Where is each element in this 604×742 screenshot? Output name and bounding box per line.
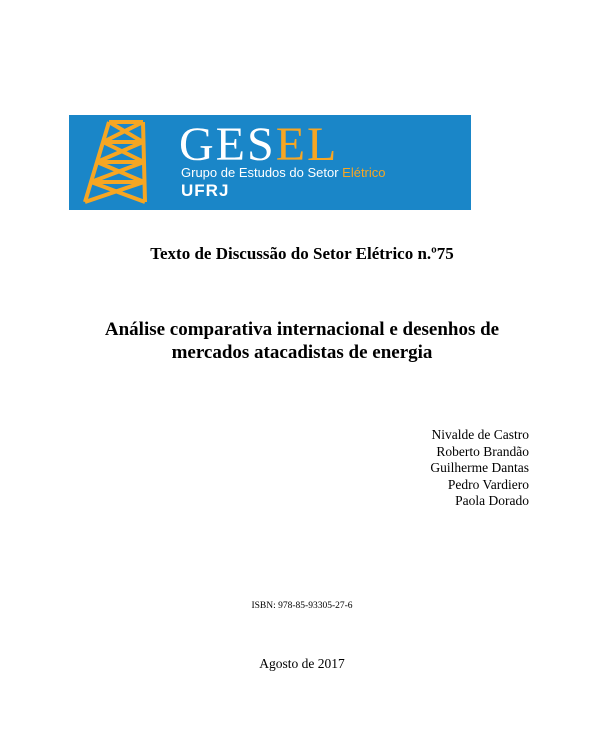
logo-subtitle (181, 165, 386, 180)
logo-wordmark (179, 119, 338, 171)
document-title (60, 318, 544, 364)
author-name: Pedro Vardiero (447, 476, 529, 492)
document-title-line-1: Análise comparativa internacional e desenhos de (104, 319, 500, 340)
gesel-logo (69, 115, 471, 210)
logo-subtitle-highlight: Elétrico (342, 165, 386, 180)
author-name: Paola Dorado (455, 493, 529, 508)
logo-institution: UFRJ (181, 181, 230, 200)
author-name: Roberto Brandão (436, 443, 529, 459)
series-heading: Texto de Discussão do Setor Elétrico n.º75 (150, 244, 454, 263)
author-list (430, 427, 529, 510)
isbn: ISBN: 978-85-93305-27-6 (251, 601, 353, 611)
document-title-line-2: mercados atacadistas de energia (171, 342, 433, 363)
transmission-tower-icon (81, 120, 151, 204)
publication-date: Agosto de 2017 (259, 656, 345, 671)
logo-subtitle-main: Grupo de Estudos do Setor (181, 165, 343, 180)
logo-wordmark-part1: GES (179, 118, 276, 171)
author-name: Guilherme Dantas (430, 460, 529, 475)
author-name: Nivalde de Castro (431, 427, 529, 442)
logo-wordmark-part2: EL (275, 118, 339, 171)
